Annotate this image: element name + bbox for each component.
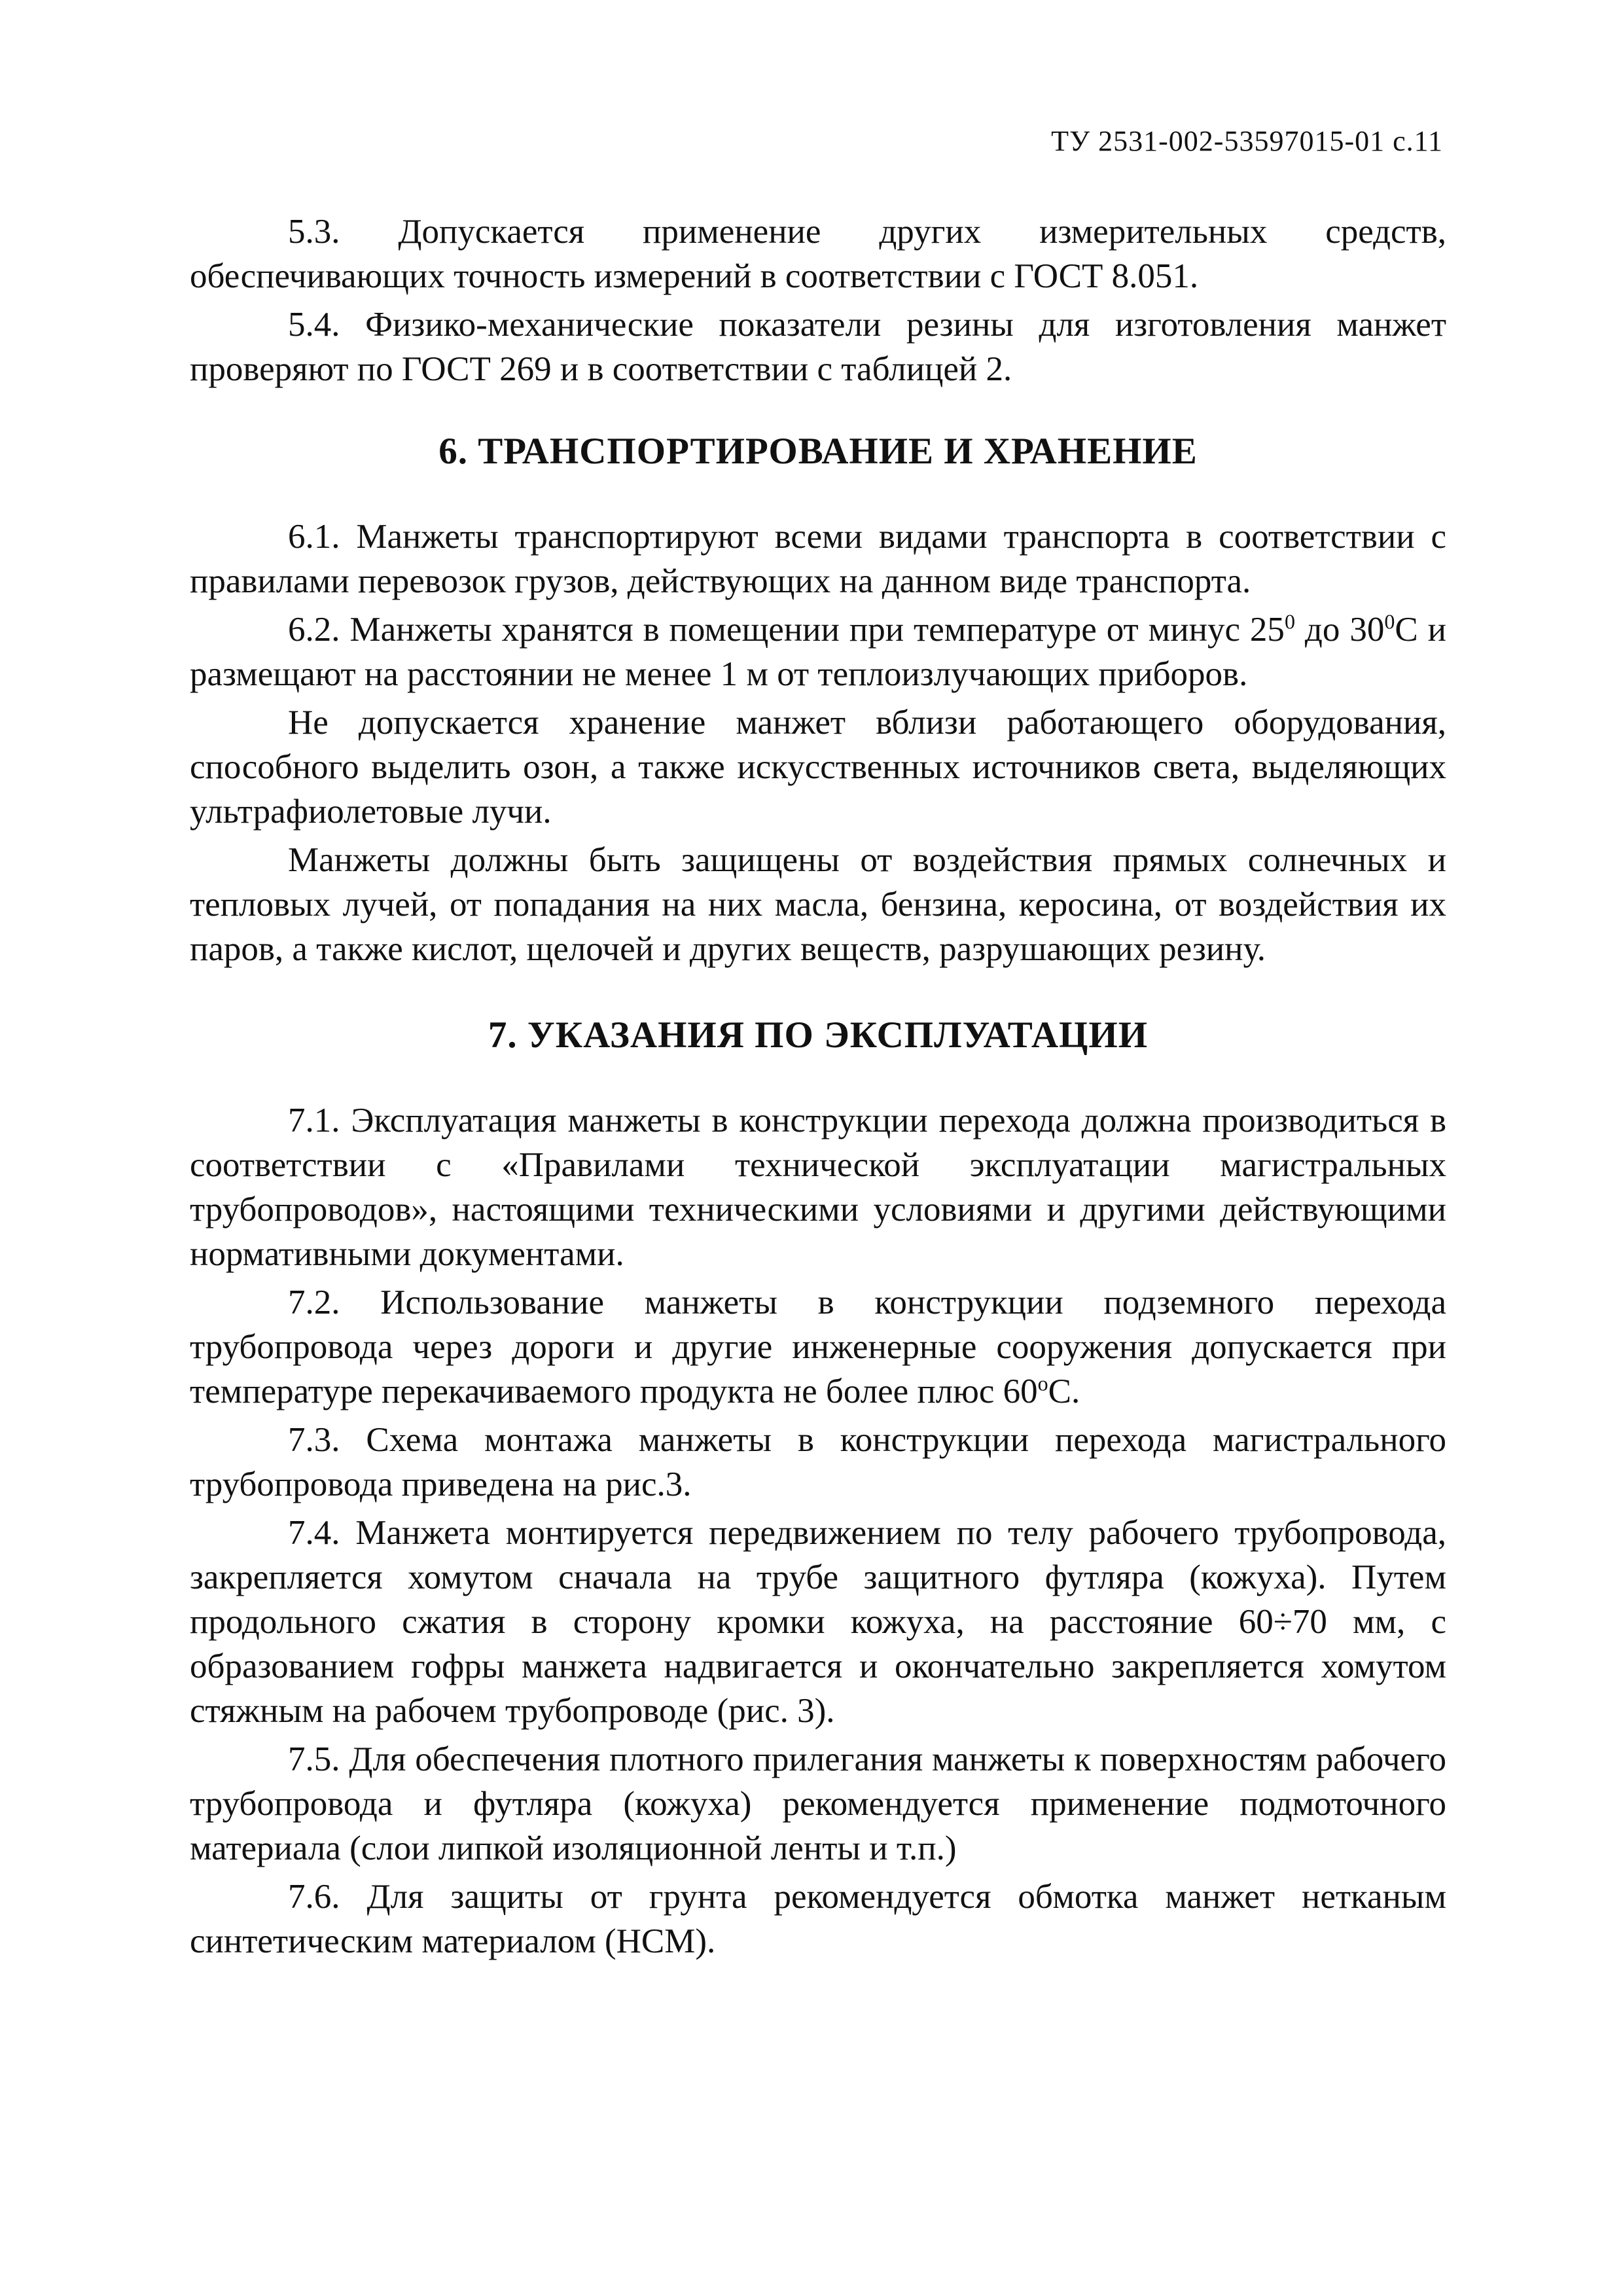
- document-body: [190, 209, 1446, 1967]
- paragraph-7-2-part-1: 7.2. Использование манжеты в конструкции подземного перехода трубопровода через дороги и другие инженерные сооружения допускается при температуре перекачиваемого продукта не более плюс 60: [190, 1283, 1446, 1410]
- paragraph-6-2: [190, 607, 1446, 696]
- paragraph-7-2: [190, 1280, 1446, 1414]
- paragraph-6-2-part-2: до 30: [1294, 611, 1385, 649]
- paragraph-ozone-restriction: Не допускается хранение манжет вблизи работающего оборудования, способного выделить озон, а также искусственных источников света, выделяющих ультрафиолетовые лучи.: [190, 704, 1446, 831]
- paragraph-6-2-part-1: 6.2. Манжеты хранятся в помещении при температуре от минус 25: [288, 611, 1285, 649]
- paragraph-6-2-part-3: С и размещают на расстоянии не менее 1 м от теплоизлучающих приборов.: [190, 611, 1447, 693]
- paragraph-5-3: 5.3. Допускается применение других измерительных средств, обеспечивающих точность измерений в соответствии с ГОСТ 8.051.: [190, 213, 1446, 295]
- paragraph-6-1: 6.1. Манжеты транспортируют всеми видами транспорта в соответствии с правилами перевозок грузов, действующих на данном виде транспорта.: [190, 518, 1446, 600]
- section-6-heading: 6. ТРАНСПОРТИРОВАНИЕ И ХРАНЕНИЕ: [438, 431, 1198, 472]
- paragraph-5-4: 5.4. Физико-механические показатели резины для изготовления манжет проверяют по ГОСТ 269 и в соответствии с таблицей 2.: [190, 306, 1446, 388]
- document-code: ТУ 2531-002-53597015-01 с.11: [1051, 125, 1443, 157]
- paragraph-7-4: 7.4. Манжета монтируется передвижением по телу рабочего трубопровода, закрепляется хомутом сначала на трубе защитного футляра (кожуха). Путем продольного сжатия в сторону кромки кожуха, на расстояние 60÷70 мм, с образованием гофры манжета надвигается и окончательно закрепляется хомутом стяжным на рабочем трубопроводе (рис. 3).: [190, 1514, 1446, 1730]
- degree-superscript: 0: [1384, 609, 1395, 634]
- paragraph-7-3: 7.3. Схема монтажа манжеты в конструкции перехода магистрального трубопровода приведена на рис.3.: [190, 1421, 1446, 1503]
- paragraph-7-6: 7.6. Для защиты от грунта рекомендуется обмотка манжет нетканым синтетическим материалом (НСМ).: [190, 1878, 1446, 1960]
- degree-superscript: о: [1037, 1371, 1048, 1395]
- degree-superscript: 0: [1284, 609, 1295, 634]
- paragraph-7-5: 7.5. Для обеспечения плотного прилегания манжеты к поверхностям рабочего трубопровода и футляра (кожуха) рекомендуется применение подмоточного материала (слои липкой изоляционной ленты и т.п.): [190, 1740, 1446, 1867]
- paragraph-protection: Манжеты должны быть защищены от воздействия прямых солнечных и тепловых лучей, от попадания на них масла, бензина, керосина, от воздействия их паров, а также кислот, щелочей и других веществ, разрушающих резину.: [190, 841, 1446, 968]
- section-7-heading: 7. УКАЗАНИЯ ПО ЭКСПЛУАТАЦИИ: [488, 1014, 1149, 1056]
- paragraph-7-2-part-2: С.: [1048, 1372, 1080, 1410]
- paragraph-7-1: 7.1. Эксплуатация манжеты в конструкции перехода должна производиться в соответствии с «Правилами технической эксплуатации магистральных трубопроводов», настоящими техническими условиями и другими действующими нормативными документами.: [190, 1102, 1446, 1273]
